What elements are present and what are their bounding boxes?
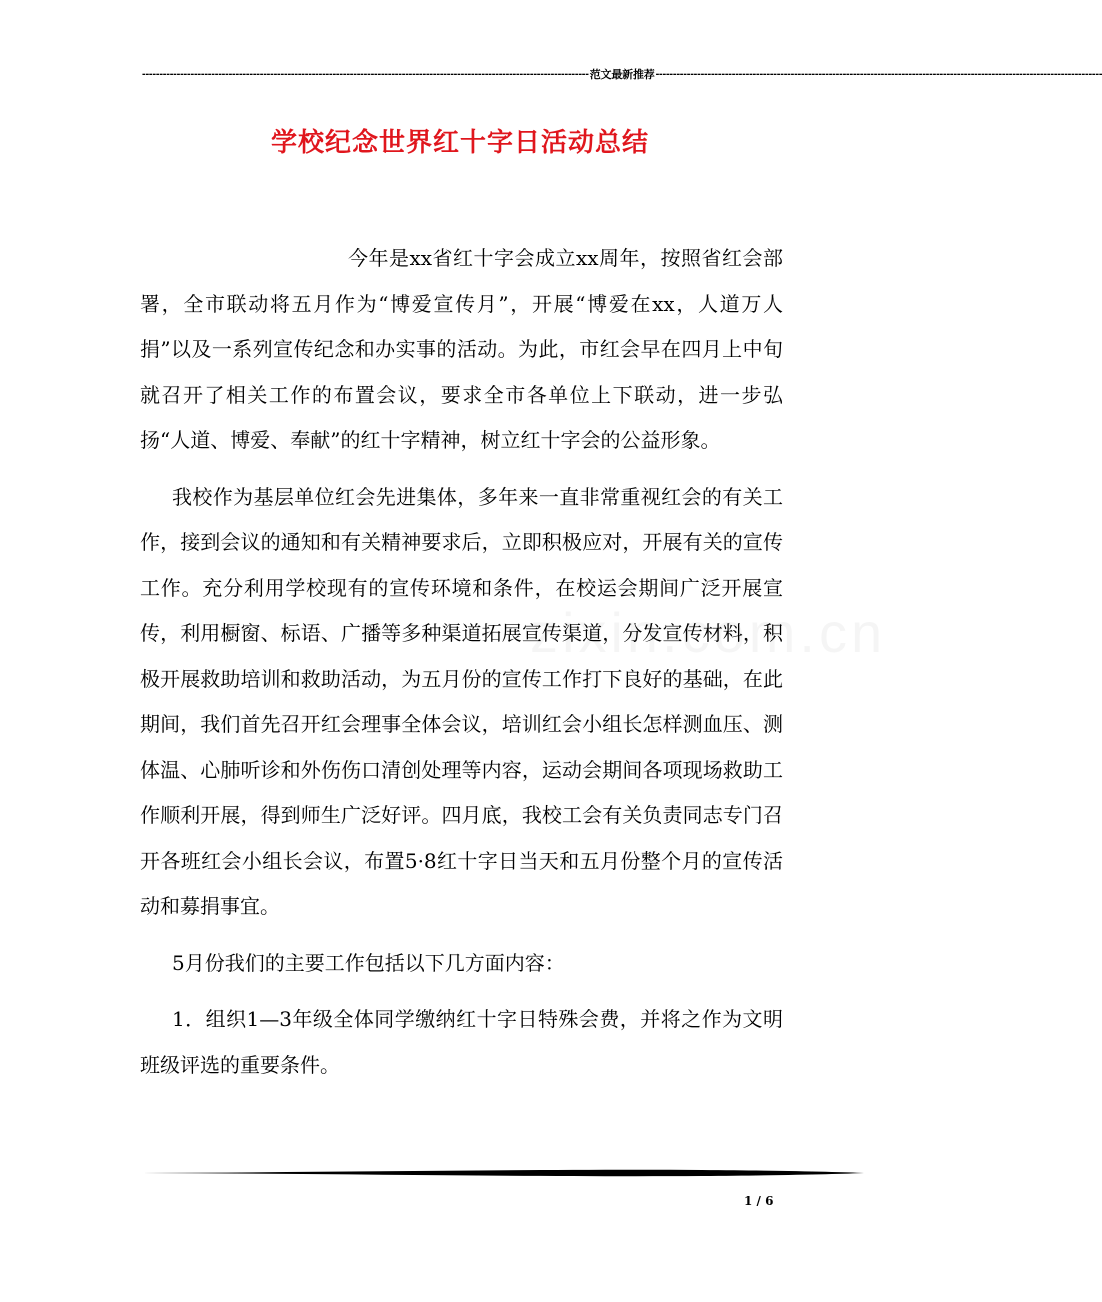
page-number: 1 / 6 bbox=[744, 1194, 774, 1208]
paragraph-3: 5月份我们的主要工作包括以下几方面内容： bbox=[172, 950, 565, 975]
header-label: 范文最新推荐 bbox=[589, 69, 655, 81]
paragraph-1: 今年是xx省红十字会成立xx周年，按照省红会部署，全市联动将五月作为“博爱宣传月”，开展“博爱在xx，人道万人捐”以及一系列宣传纪念和办实事的活动。为此，市红会早在四月上中旬就召开了相关工作的布置会议，要求全市各单位上下联动，进一步弘扬“人道、博爱、奉献”的红十字精神，树立红十字会的公益形象。 bbox=[140, 246, 783, 452]
paragraph-4: 1．组织1—3年级全体同学缴纳红十字日特殊会费，并将之作为文明班级评选的重要条件。 bbox=[140, 1007, 783, 1077]
document-title: 学校纪念世界红十字日活动总结 bbox=[270, 128, 649, 158]
page-header bbox=[142, 66, 1102, 82]
footer-rule bbox=[142, 1169, 864, 1177]
document-body bbox=[140, 236, 783, 1088]
header-dashes-right: --------------------------------------------------------------------------------------------------------------------------------- bbox=[655, 68, 1102, 80]
header-dashes-left: --------------------------------------------------------------------------------------------------------------------------------- bbox=[142, 68, 589, 80]
paragraph-2: 我校作为基层单位红会先进集体，多年来一直非常重视红会的有关工作，接到会议的通知和有关精神要求后，立即积极应对，开展有关的宣传工作。充分利用学校现有的宣传环境和条件，在校运会期间广泛开展宣传，利用橱窗、标语、广播等多种渠道拓展宣传渠道，分发宣传材料，积极开展救助培训和救助活动，为五月份的宣传工作打下良好的基础，在此期间，我们首先召开红会理事全体会议，培训红会小组长怎样测血压、测体温、心肺听诊和外伤伤口清创处理等内容，运动会期间各项现场救助工作顺利开展，得到师生广泛好评。四月底，我校工会有关负责同志专门召开各班红会小组长会议，布置5·8红十字日当天和五月份整个月的宣传活动和募捐事宜。 bbox=[140, 484, 783, 918]
